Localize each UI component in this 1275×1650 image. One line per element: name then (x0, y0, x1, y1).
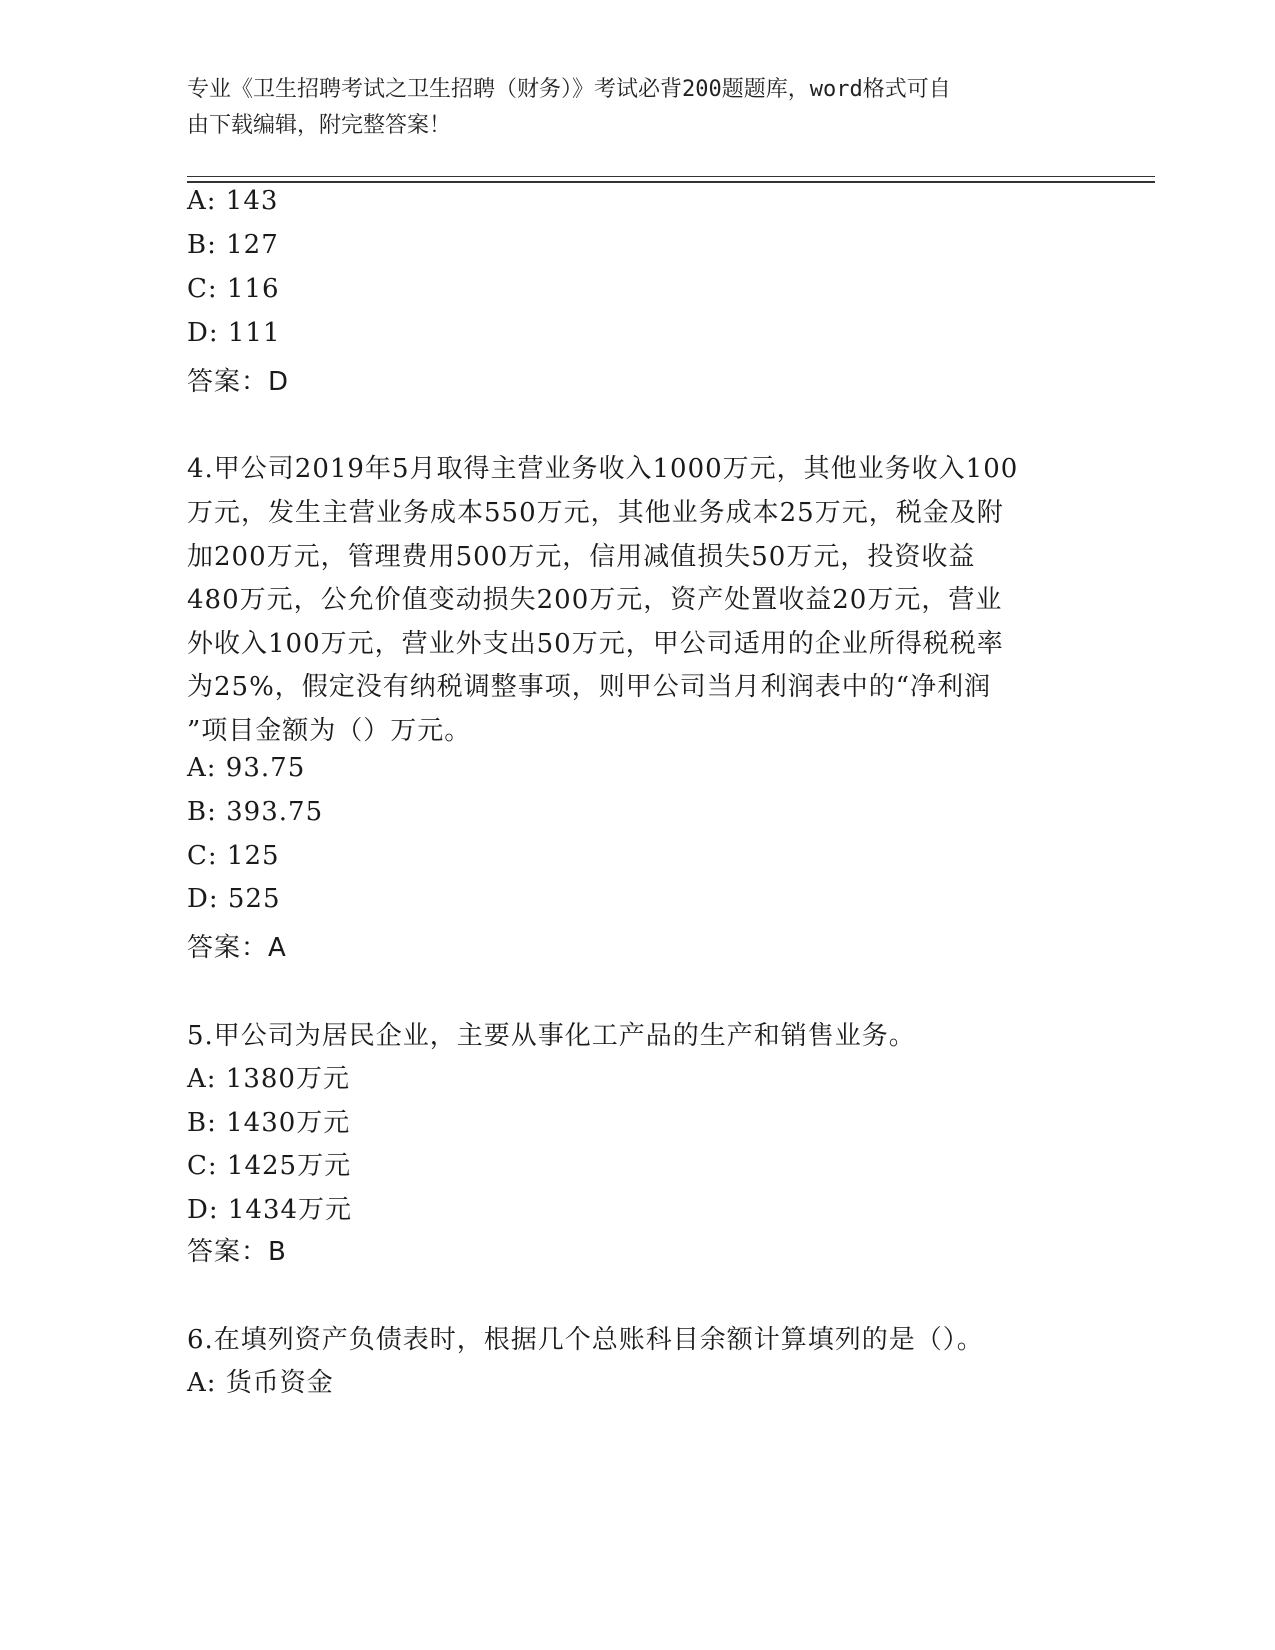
q5-option-c: C: 1425万元 (187, 1151, 352, 1181)
q3-option-d: D: 111 (187, 318, 281, 348)
q6-option-a: A: 货币资金 (187, 1368, 334, 1398)
header-divider-bottom (187, 181, 1155, 183)
q5-option-d: D: 1434万元 (187, 1195, 353, 1225)
q4-option-a: A: 93.75 (187, 753, 306, 783)
q4-text-line-6: 为25%，假定没有纳税调整事项，则甲公司当月利润表中的“净利润 (187, 672, 992, 702)
header-line-1: 专业《卫生招聘考试之卫生招聘（财务）》考试必背200题题库，word格式可自 (187, 77, 951, 102)
q3-option-a: A: 143 (187, 186, 279, 216)
q4-text-line-4: 480万元，公允价值变动损失200万元，资产处置收益20万元，营业 (187, 585, 1003, 615)
q6-question: 6.在填列资产负债表时，根据几个总账科目余额计算填列的是（）。 (187, 1325, 984, 1355)
q3-answer: 答案：D (187, 367, 290, 397)
q3-option-b: B: 127 (187, 230, 279, 260)
q4-answer: 答案：A (187, 933, 287, 963)
q4-text-line-7: ”项目金额为（）万元。 (187, 716, 472, 746)
q5-answer: 答案：B (187, 1237, 287, 1267)
q5-question: 5.甲公司为居民企业，主要从事化工产品的生产和销售业务。 (187, 1021, 916, 1051)
q4-text-line-1: 4.甲公司2019年5月取得主营业务收入1000万元，其他业务收入100 (187, 454, 1019, 484)
q5-option-b: B: 1430万元 (187, 1108, 351, 1138)
q4-text-line-5: 外收入100万元，营业外支出50万元，甲公司适用的企业所得税税率 (187, 629, 1004, 659)
q4-option-d: D: 525 (187, 884, 281, 914)
document-header (187, 72, 1067, 144)
header-line-2: 由下载编辑，附完整答案！ (187, 113, 452, 138)
q4-option-c: C: 125 (187, 841, 280, 871)
q5-option-a: A: 1380万元 (187, 1064, 350, 1094)
q4-text-line-3: 加200万元，管理费用500万元，信用减值损失50万元，投资收益 (187, 542, 976, 572)
q3-option-c: C: 116 (187, 274, 280, 304)
q4-option-b: B: 393.75 (187, 797, 324, 827)
q4-text-line-2: 万元，发生主营业务成本550万元，其他业务成本25万元，税金及附 (187, 498, 1004, 528)
header-divider-top (187, 176, 1155, 177)
